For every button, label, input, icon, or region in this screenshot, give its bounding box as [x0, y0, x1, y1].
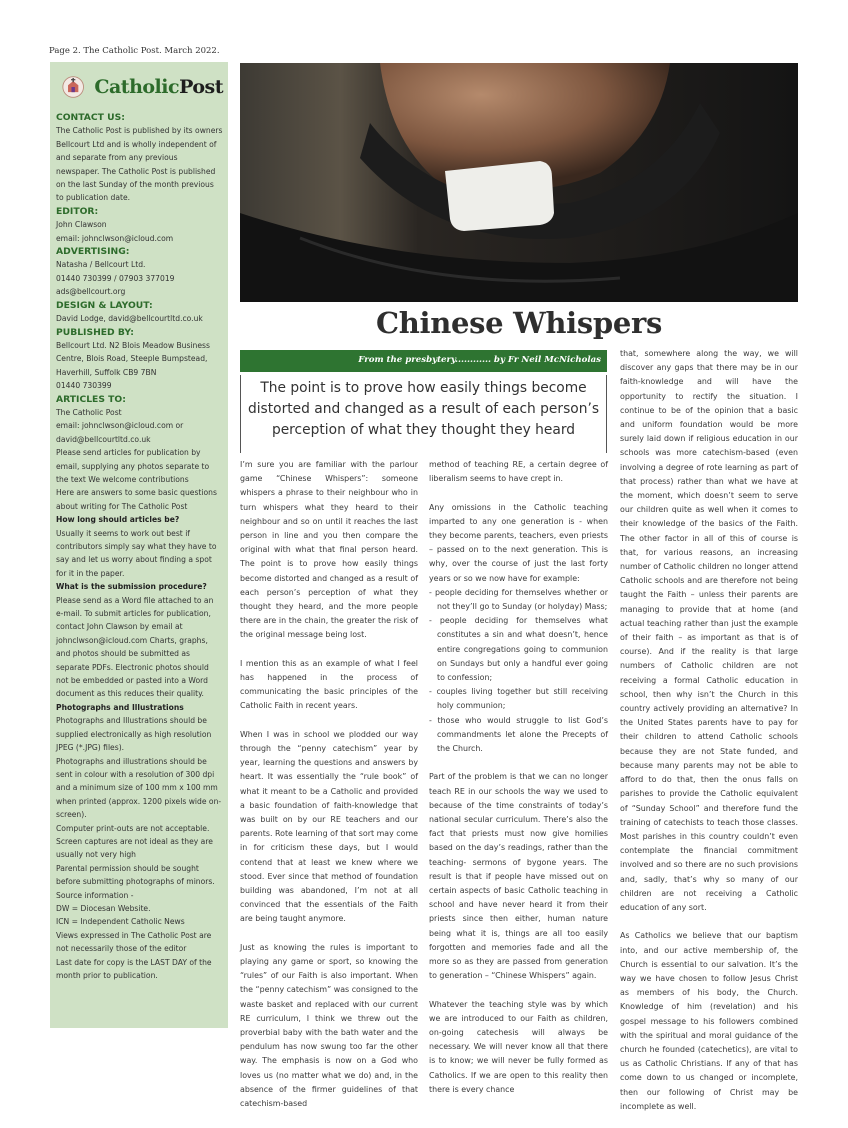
sidebar-heading: ADVERTISING:	[56, 246, 130, 258]
list-item: - people deciding for themselves what constitutes a sin and what doesn’t, hence entire congregations going to communion on Sundays but only a handful ever going to confession;	[429, 614, 608, 685]
sidebar-text: email: johnclwson@icloud.com	[56, 233, 174, 243]
article-title: Chinese Whispers	[375, 306, 663, 340]
sidebar-text: Computer print-outs are not acceptable. Screen captures are not ideal as they are usually not very high	[56, 823, 213, 860]
sidebar-question: Photographs and Illustrations	[56, 702, 184, 712]
example-list	[429, 586, 608, 756]
sidebar-text: Last date for copy is the LAST DAY of the month prior to publication.	[56, 957, 212, 980]
sidebar-text: John Clawson	[56, 220, 107, 230]
paragraph: Part of the problem is that we can no longer teach RE in our schools the way we used to because of the time constraints of today’s national secular curriculum. There’s also the fact that priests must now give homilies based on the day’s readings, rather than the teaching- sermons of bygone years. The result is that if people have missed out on certain aspects of basic Catholic teaching in school and have never heard it from their priests since then either, human nature being what it is, things are all too easily forgotten and memories fade and all the more so as they are passed from generation to generation – “Chinese Whispers” again.	[429, 772, 608, 981]
sidebar-text: Natasha / Bellcourt Ltd.	[56, 260, 146, 270]
article-column-1	[240, 458, 418, 1125]
paragraph: Any omissions in the Catholic teaching imparted to any one generation is - when they become parents, teachers, even priests – passed on to the next generation. This is why, over the course of just the last forty years or so we now have for example:	[429, 502, 608, 583]
article-column-3	[620, 347, 798, 1128]
sidebar-heading: CONTACT US:	[56, 112, 125, 123]
paragraph: Just as knowing the rules is important to playing any game or sport, so knowing the “rules” of our Faith is also important. When the “penny catechism” was consigned to the waste basket and replaced with our current RE curriculum, I think we threw out the proverbial baby with the bath water and the pendulum has now swung too far the other way. The emphasis is now on a God who loves us (no matter what we do) and, in the absence of the firmer guidelines of that catechism-based	[240, 942, 418, 1109]
sidebar-text: The Catholic Post	[56, 407, 122, 417]
masthead-wordmark: CatholicPost	[94, 76, 223, 98]
paragraph: As Catholics we believe that our baptism into, and our active membership of, the Church is essential to our salvation. It’s the way we have chosen to follow Jesus Christ as members of his body, the Church. Knowledge of him (revelation) and his gospel message to his followers combined with the spiritual and moral guidance of the church he founded (catechetics), are vital to us as Catholic Christians. If any of that has come down to us changed or incomplete, then our following of Christ may be incomplete as well.	[620, 931, 798, 1111]
sidebar-text: email: johnclwson@icloud.com or david@bellcourtltd.co.uk	[56, 421, 184, 444]
sidebar-text: David Lodge, david@bellcourtltd.co.uk	[56, 314, 203, 324]
sidebar-entries	[56, 111, 223, 982]
sidebar-text: Usually it seems to work out best if contributors simply say what they have to say and let us worry about finding a spot for it in the paper.	[56, 528, 217, 578]
sidebar-text: 01440 730399 / 07903 377019	[56, 273, 175, 283]
sidebar-question: What is the submission procedure?	[56, 582, 207, 592]
sidebar-text: Parental permission should be sought before submitting photographs of minors.	[56, 863, 215, 887]
list-item: - couples living together but still receiving holy communion;	[429, 685, 608, 713]
sidebar-text: ads@bellcourt.org	[56, 287, 126, 297]
pull-quote: The point is to prove how easily things become distorted and changed as a result of each person’s perception of what they thought they heard	[240, 375, 607, 453]
contact-sidebar	[50, 62, 228, 1028]
paragraph: Whatever the teaching style was by which we are introduced to our Faith as children, on-going catechesis will always be necessary. We will never know all that there is to know; we will never be fully formed as Catholics. If we are open to this reality then there is every chance	[429, 999, 608, 1094]
paragraph: I’m sure you are familiar with the parlour game “Chinese Whispers”: someone whispers a phrase to their neighbour who in turn whispers what they heard to their neighbour and so on until it reaches the last person in line and you then compare the original with what that final person heard. The point is to prove how easily things become distorted and changed as a result of each person’s perception of what they thought they heard, and the more people there are in the chain, the greater the risk of the original message being lost.	[240, 460, 418, 640]
sidebar-text: Photographs and illustrations should be sent in colour with a resolution of 300 dpi and a minimum size of 100 mm x 100 mm when printed (approx. 1200 pixels wide on-screen).	[56, 756, 222, 820]
list-item: - people deciding for themselves whether or not they’ll go to Sunday (or holyday) Mass;	[429, 586, 608, 614]
clerical-collar-photo	[240, 63, 798, 302]
sidebar-heading: ARTICLES TO:	[56, 393, 126, 405]
sidebar-question: How long should articles be?	[56, 515, 180, 525]
sidebar-heading: DESIGN & LAYOUT:	[56, 299, 153, 311]
paragraph: When I was in school we plodded our way through the “penny catechism” year by year, learning the questions and answers by heart. It was essentially the “rule book” of what it meant to be a Catholic and provided a basic foundation of faith-knowledge that was built on by our RE teachers and our parents. Rote learning of that sort may come in for criticism these days, but I would contend that at least we knew where we stood. Ever since that method of foundation building was abandoned, I’m not at all convinced that the essentials of the Faith are being taught anymore.	[240, 729, 418, 924]
sidebar-text: Bellcourt Ltd. N2 Blois Meadow Business Centre, Blois Road, Steeple Bumpstead, Haverhill, Suffolk CB9 7BN	[56, 340, 210, 377]
page-header-line: Page 2. The Catholic Post. March 2022.	[49, 46, 220, 56]
sidebar-text: Please send articles for publication by email, supplying any photos separate to the text We welcome contributions	[56, 448, 210, 484]
sidebar-heading: EDITOR:	[56, 205, 99, 217]
sidebar-text: DW = Diocesan Website.	[56, 903, 151, 913]
sidebar-text: Here are answers to some basic questions about writing for The Catholic Post	[56, 488, 217, 511]
masthead-logo	[56, 68, 223, 106]
paragraph: I mention this as an example of what I feel has happened in the process of communicating the basic principles of the Catholic Faith in recent years.	[240, 658, 418, 711]
article-column-2	[429, 458, 608, 1111]
sidebar-text: Photographs and Illustrations should be supplied electronically as high resolution JPEG (*.JPG) files).	[56, 716, 212, 753]
sidebar-text: Please send as a Word file attached to an e-mail. To submit articles for publication, contact John Clawson by email at johnclwson@icloud.com Charts, graphs, and photos should be submitted as separate PDFs. Electronic photos should not be embedded or pasted into a Word document as this reduces their quality.	[56, 595, 214, 699]
sidebar-text: 01440 730399	[56, 381, 112, 391]
church-crest-icon	[62, 74, 84, 100]
sidebar-text: ICN = Independent Catholic News	[56, 917, 185, 927]
sidebar-heading: PUBLISHED BY:	[56, 326, 134, 338]
paragraph: method of teaching RE, a certain degree of liberalism seems to have crept in.	[429, 460, 608, 484]
list-item: - those who would struggle to list God’s commandments let alone the Precepts of the Church.	[429, 714, 608, 757]
article-byline: From the presbytery............ by Fr Neil McNicholas	[240, 350, 607, 372]
sidebar-text: The Catholic Post is published by its owners Bellcourt Ltd and is wholly independent of and separate from any previous newspaper. The Catholic Post is published on the last Sunday of the month previous to publication date.	[56, 126, 223, 203]
sidebar-text: Views expressed in The Catholic Post are not necessarily those of the editor	[56, 930, 212, 954]
sidebar-text: Source information -	[56, 890, 134, 900]
paragraph: that, somewhere along the way, we will discover any gaps that there may be in our faith-knowledge and will have the opportunity to rectify the situation. I continue to be of the opinion that a basic and uniform foundation would be more surely laid down if religious education in our schools was more catechism-based (even involving a degree of rote learning as part of that process) rather than what we have at the moment, which doesn’t seem to serve our children quite as well when it comes to their knowledge of the basics of the Faith. The other factor in all of this of course is that, for various reasons, an increasing number of Catholic children no longer attend Catholic schools and are therefore not being taught the Faith – unless their parents are managing to provide that at home (and actual teaching rather than just the example of their faith – as important as that is of course). And if the reality is that large numbers of Catholic children are not receiving a formal Catholic education in school, then why isn’t the Church in this country actively providing an alternative? In the United States parents have to pay for their children to attend Catholic schools because they are not State funded, and because many parents may not be able to afford to do that, then the onus falls on parishes to provide the Catholic equivalent of “Sunday School” and therefore fund the training of catechists to teach those classes. Most parishes in this country couldn’t even contemplate the financial commitment involved and so there are no such provisions and, sadly, that’s why so many of our children are not receiving a Catholic education of any sort.	[620, 349, 798, 912]
